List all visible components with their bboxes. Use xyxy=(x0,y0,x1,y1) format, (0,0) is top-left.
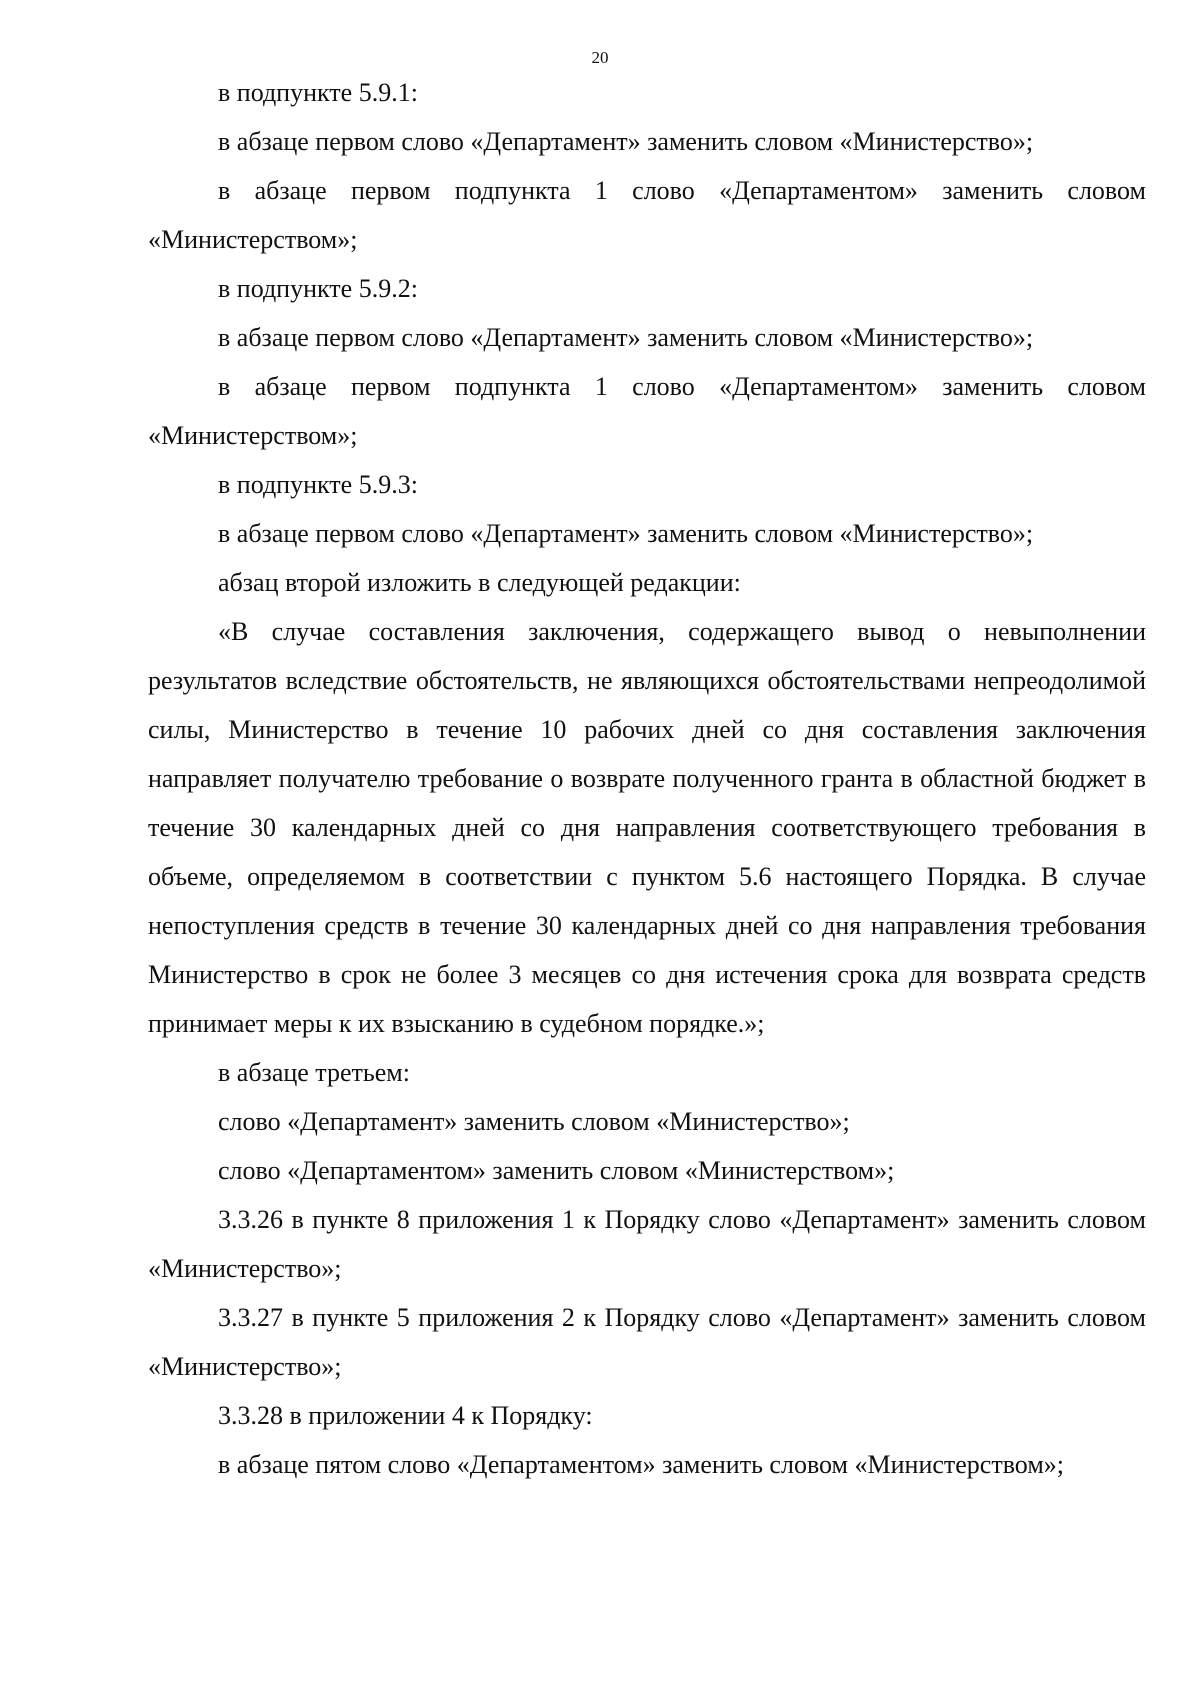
paragraph-3-3-26: 3.3.26 в пункте 8 приложения 1 к Порядку слово «Департамент» заменить словом «Министерство»; xyxy=(148,1205,1146,1283)
paragraph-3-3-28: 3.3.28 в приложении 4 к Порядку: xyxy=(218,1401,593,1430)
paragraph-second-abzats-edition: абзац второй изложить в следующей редакции: xyxy=(218,568,741,597)
paragraph-new-wording-text: «В случае составления заключения, содержащего вывод о невыполнении результатов вследствие обстоятельств, не являющихся обстоятельствами непреодолимой силы, Министерство в течение 10 рабочих дней со дня составления заключения направляет получателю требование о возврате полученного гранта в областной бюджет в течение 30 календарных дней со дня направления соответствующего требования в объеме, определяемом в соответствии с пунктом 5.6 настоящего Порядка. В случае непоступления средств в течение 30 календарных дней со дня направления требования Министерство в срок не более 3 месяцев со дня истечения срока для возврата средств принимает меры к их взысканию в судебном порядке.»; xyxy=(148,617,1146,1038)
paragraph-replace-departament: слово «Департамент» заменить словом «Министерство»; xyxy=(218,1107,850,1136)
paragraph-amendment-5-9-1-first: в абзаце первом слово «Департамент» заменить словом «Министерство»; xyxy=(218,127,1034,156)
paragraph-subitem-5-9-3: в подпункте 5.9.3: xyxy=(218,470,418,499)
paragraph-replace-departamentom: слово «Департаментом» заменить словом «Министерством»; xyxy=(218,1156,895,1185)
page-number: 20 xyxy=(591,48,609,67)
paragraph-amendment-5-9-3-first: в абзаце первом слово «Департамент» заменить словом «Министерство»; xyxy=(218,519,1034,548)
paragraph-third-abzats: в абзаце третьем: xyxy=(218,1058,410,1087)
paragraph-3-3-27: 3.3.27 в пункте 5 приложения 2 к Порядку слово «Департамент» заменить словом «Министерство»; xyxy=(148,1303,1146,1381)
paragraph-subitem-5-9-1: в подпункте 5.9.1: xyxy=(218,78,418,107)
paragraph-amendment-5-9-2-subitem-1: в абзаце первом подпункта 1 слово «Департаментом» заменить словом «Министерством»; xyxy=(148,372,1146,450)
paragraph-amendment-5-9-1-subitem-1: в абзаце первом подпункта 1 слово «Департаментом» заменить словом «Министерством»; xyxy=(148,176,1146,254)
paragraph-amendment-5-9-2-first: в абзаце первом слово «Департамент» заменить словом «Министерство»; xyxy=(218,323,1034,352)
paragraph-subitem-5-9-2: в подпункте 5.9.2: xyxy=(218,274,418,303)
document-body xyxy=(148,68,1146,1489)
paragraph-fifth-abzats: в абзаце пятом слово «Департаментом» заменить словом «Министерством»; xyxy=(218,1450,1064,1479)
